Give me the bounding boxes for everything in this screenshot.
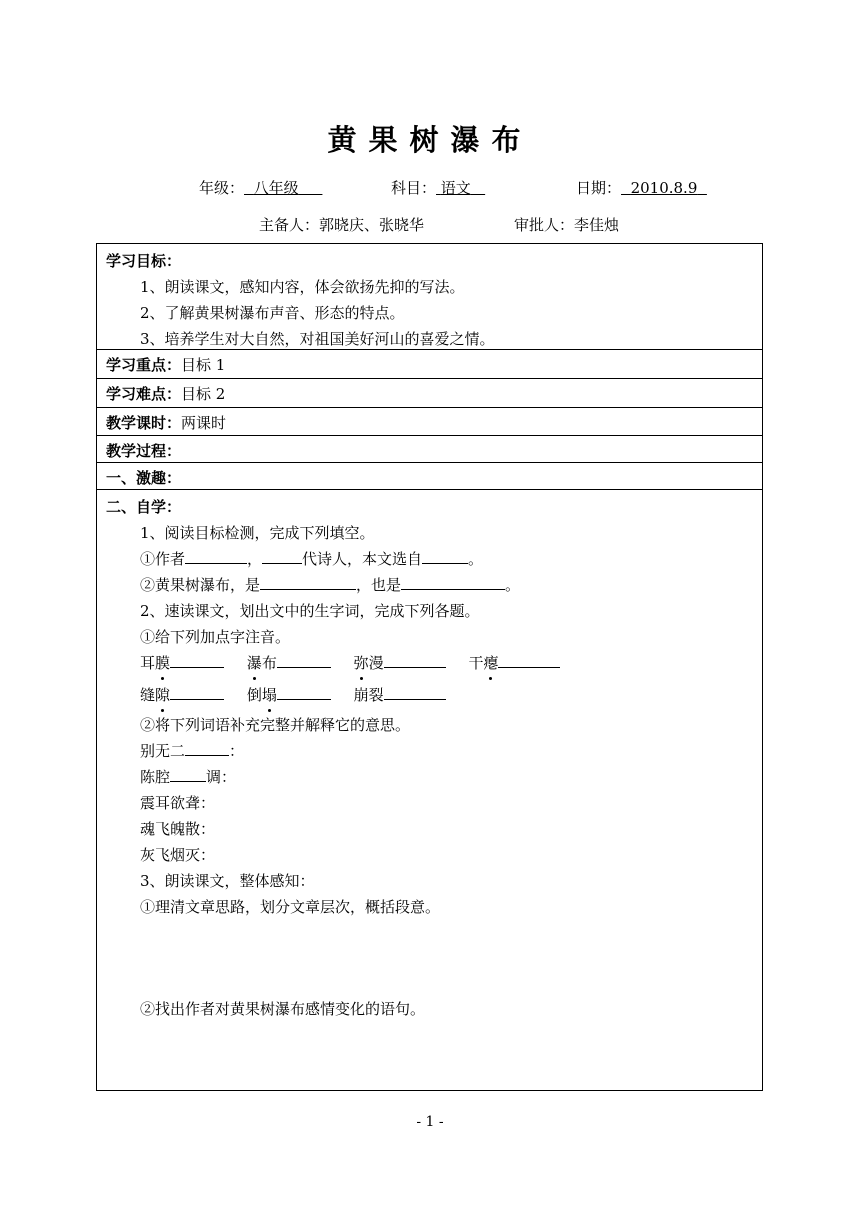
- process-row: [97, 436, 762, 463]
- question-1: 1、阅读目标检测，完成下列填空。: [140, 524, 375, 542]
- objective-item: 2、了解黄果树瀑布声音、形态的特点。: [140, 304, 405, 322]
- idiom-4: 魂飞魄散：: [140, 820, 216, 838]
- pinyin-word: 崩裂: [353, 686, 384, 704]
- page-number: - 1 -: [416, 1114, 444, 1130]
- objectives-label: 学习目标：: [106, 252, 182, 270]
- subject-field: [391, 177, 485, 198]
- lesson-plan-table: [96, 243, 763, 1091]
- pinyin-word: 缝隙: [140, 686, 170, 704]
- preparer-field: [259, 214, 424, 235]
- idiom-3: 震耳欲聋：: [140, 794, 216, 812]
- preparer-value: 郭晓庆、张晓华: [319, 216, 425, 234]
- pinyin-word: 弥漫: [354, 654, 384, 672]
- pinyin-row-2: [106, 682, 753, 708]
- date-label: 日期：: [576, 179, 622, 197]
- objective-item: 3、培养学生对大自然，对祖国美好河山的喜爱之情。: [140, 330, 495, 348]
- date-value: 2010.8.9: [630, 179, 698, 197]
- question-1a: ①作者 ， 代诗人，本文选自 。: [106, 546, 753, 572]
- fill-blank[interactable]: [422, 547, 468, 564]
- difficulty-value: 目标 2: [181, 385, 226, 403]
- question-3: 3、朗读课文，整体感知：: [140, 872, 315, 890]
- objective-item: 1、朗读课文，感知内容，体会欲扬先抑的写法。: [140, 278, 465, 296]
- fill-blank[interactable]: [262, 547, 302, 564]
- preparer-label: 主备人：: [259, 216, 320, 234]
- question-2b: ②将下列词语补充完整并解释它的意思。: [140, 716, 411, 734]
- question-3a: ①理清文章思路，划分文章层次，概括段意。: [140, 898, 441, 916]
- pinyin-word: 耳膜: [140, 654, 170, 672]
- idiom-1: 别无二 ：: [106, 738, 753, 764]
- fill-blank[interactable]: [277, 683, 331, 700]
- focus-label: 学习重点：: [106, 356, 182, 374]
- periods-value: 两课时: [181, 414, 227, 432]
- idiom-5: 灰飞烟灭：: [140, 846, 216, 864]
- process-label: 教学过程：: [106, 442, 182, 460]
- step1-label: 一、激趣：: [106, 469, 182, 487]
- focus-value: 目标 1: [181, 356, 226, 374]
- difficulty-label: 学习难点：: [106, 385, 182, 403]
- step2-row: [97, 490, 762, 1090]
- objectives-row: [97, 244, 762, 350]
- approver-label: 审批人：: [514, 216, 575, 234]
- fill-blank[interactable]: [498, 651, 560, 668]
- date-field: [576, 177, 707, 198]
- step1-row: [97, 463, 762, 490]
- subject-value: 语文: [440, 179, 471, 197]
- fill-blank[interactable]: [170, 683, 224, 700]
- fill-blank[interactable]: [185, 547, 247, 564]
- periods-row: [97, 408, 762, 436]
- fill-blank[interactable]: [277, 651, 331, 668]
- fill-blank[interactable]: [185, 739, 229, 756]
- pinyin-word: 干瘪: [468, 654, 498, 672]
- fill-blank[interactable]: [384, 683, 446, 700]
- fill-blank[interactable]: [401, 573, 505, 590]
- grade-field: [199, 177, 322, 198]
- fill-blank[interactable]: [170, 765, 206, 782]
- approver-value: 李佳烛: [574, 216, 620, 234]
- answer-space[interactable]: [106, 920, 753, 996]
- pinyin-row-1: [106, 650, 753, 676]
- subject-label: 科目：: [391, 179, 437, 197]
- difficulty-row: [97, 379, 762, 408]
- question-2a: ①给下列加点字注音。: [140, 628, 291, 646]
- fill-blank[interactable]: [260, 573, 356, 590]
- question-3b: ②找出作者对黄果树瀑布感情变化的语句。: [140, 1000, 426, 1018]
- page-title: 黄果树瀑布: [327, 123, 533, 157]
- approver-field: [514, 214, 619, 235]
- periods-label: 教学课时：: [106, 414, 182, 432]
- grade-label: 年级：: [199, 179, 245, 197]
- question-1b: ②黄果树瀑布，是 ，也是 。: [106, 572, 753, 598]
- focus-row: [97, 350, 762, 379]
- step2-label: 二、自学：: [106, 498, 182, 516]
- fill-blank[interactable]: [170, 651, 224, 668]
- idiom-2: 陈腔 调：: [106, 764, 753, 790]
- question-2: 2、速读课文，划出文中的生字词，完成下列各题。: [140, 602, 480, 620]
- grade-value: 八年级: [253, 179, 299, 197]
- pinyin-word: 倒塌: [247, 686, 277, 704]
- fill-blank[interactable]: [384, 651, 446, 668]
- pinyin-word: 瀑布: [247, 654, 277, 672]
